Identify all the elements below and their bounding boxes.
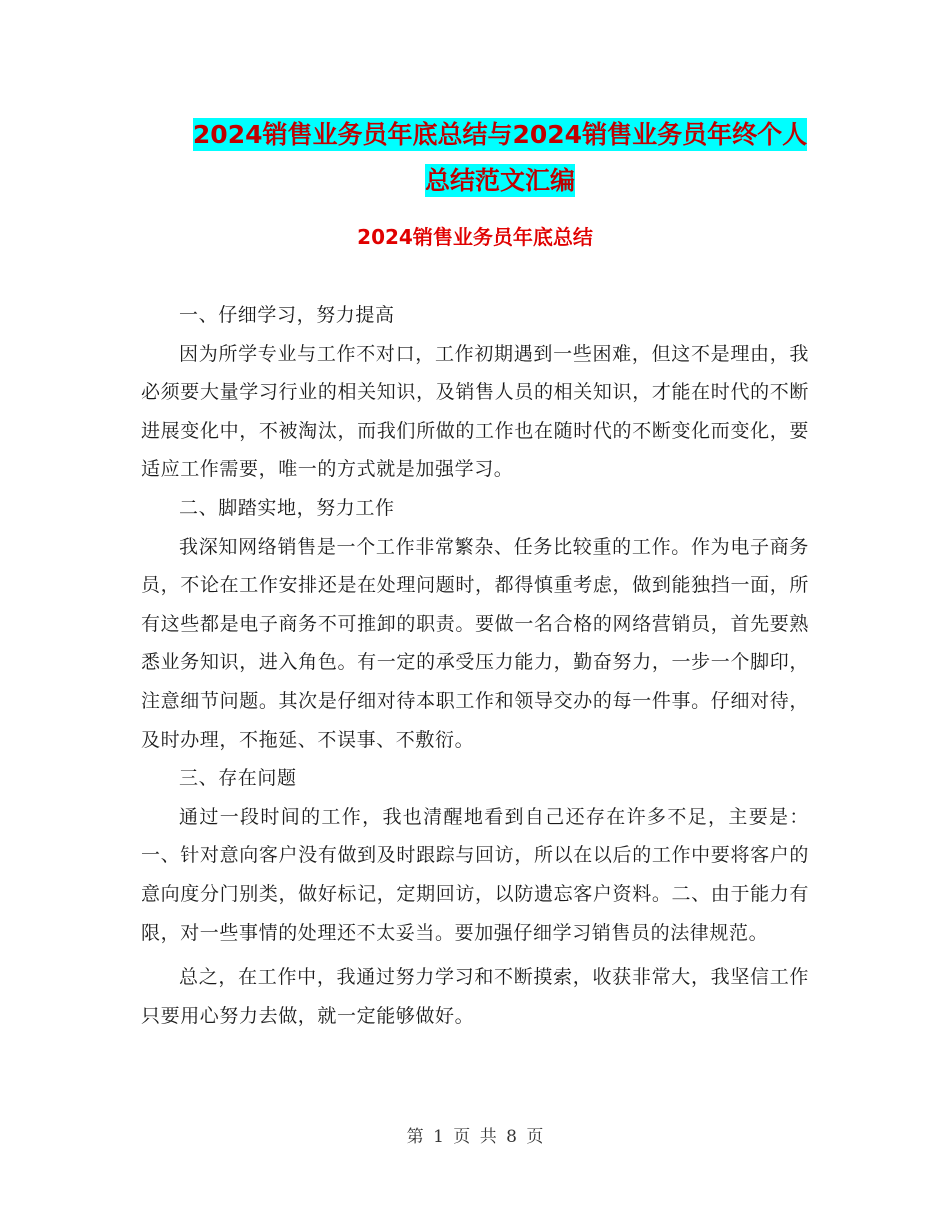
section-title: 2024销售业务员年底总结 [357,225,593,249]
paragraph-work: 我深知网络销售是一个工作非常繁杂、任务比较重的工作。作为电子商务员，不论在工作安排还是在处理问题时，都得慎重考虑，做到能独挡一面，所有这些都是电子商务不可推卸的职责。要做一名合格的网络营销员，首先要熟悉业务知识，进入角色。有一定的承受压力能力，勤奋努力，一步一个脚印，注意细节问题。其次是仔细对待本职工作和领导交办的每一件事。仔细对待，及时办理，不拖延、不误事、不敷衍。 [141,535,809,751]
title-line-2: 总结范文汇编 [424,166,575,195]
paragraph-conclusion: 总之，在工作中，我通过努力学习和不断摸索，收获非常大，我坚信工作只要用心努力去做，就一定能够做好。 [141,966,809,1027]
title-line-1: 2024销售业务员年底总结与2024销售业务员年终个人 [192,120,808,149]
document-body [141,296,809,1035]
document-title [140,112,860,204]
paragraph-study: 因为所学专业与工作不对口，工作初期遇到一些困难，但这不是理由，我必须要大量学习行业的相关知识，及销售人员的相关知识，才能在时代的不断进展变化中，不被淘汰，而我们所做的工作也在随时代的不断变化而变化，要适应工作需要，唯一的方式就是加强学习。 [141,342,809,481]
paragraph-problems: 通过一段时间的工作，我也清醒地看到自己还存在许多不足，主要是：一、针对意向客户没有做到及时跟踪与回访，所以在以后的工作中要将客户的意向度分门别类，做好标记，定期回访，以防遗忘客户资料。二、由于能力有限，对一些事情的处理还不太妥当。要加强仔细学习销售员的法律规范。 [141,805,809,944]
heading-study: 一、仔细学习，努力提高 [179,304,395,326]
heading-problems: 三、存在问题 [179,767,297,790]
heading-work: 二、脚踏实地，努力工作 [179,496,395,519]
page-number-footer: 第 1 页 共 8 页 [406,1127,544,1147]
